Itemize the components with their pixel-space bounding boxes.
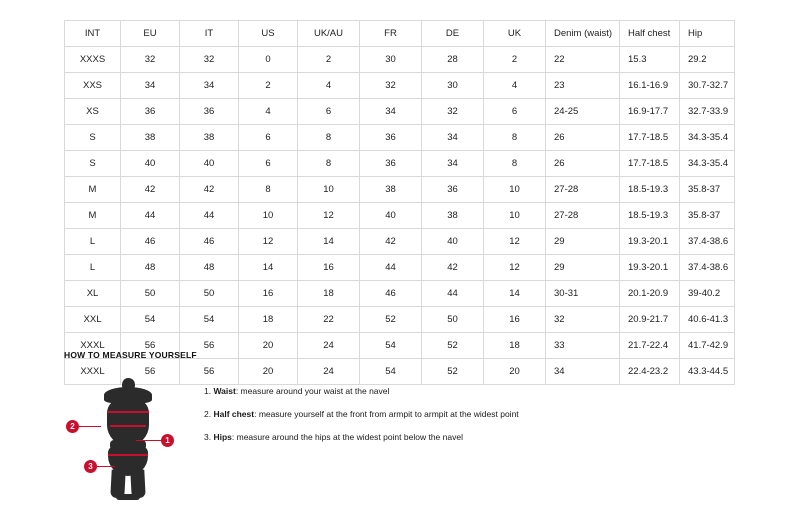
cell-it: 50: [180, 281, 239, 307]
cell-hip: 39-40.2: [680, 281, 735, 307]
cell-uk: 8: [484, 125, 546, 151]
cell-uk-au: 18: [298, 281, 360, 307]
measure-text: : measure yourself at the front from armpit to armpit at the widest point: [254, 409, 519, 420]
cell-eu: 44: [121, 203, 180, 229]
cell-de: 42: [422, 255, 484, 281]
table-row: [65, 307, 735, 333]
cell-half-chest: 20.1-20.9: [620, 281, 680, 307]
cell-uk-au: 6: [298, 99, 360, 125]
cell-fr: 42: [360, 229, 422, 255]
how-to-measure-title: HOW TO MEASURE YOURSELF: [64, 350, 197, 360]
cell-uk-au: 8: [298, 125, 360, 151]
cell-uk-au: 4: [298, 73, 360, 99]
cell-uk: 8: [484, 151, 546, 177]
table-row: [65, 151, 735, 177]
cell-denim-waist: 29: [546, 229, 620, 255]
cell-us: 6: [239, 151, 298, 177]
cell-half-chest: 18.5-19.3: [620, 203, 680, 229]
column-header-eu: EU: [121, 21, 180, 47]
cell-it: 32: [180, 47, 239, 73]
cell-denim-waist: 32: [546, 307, 620, 333]
measure-term: Waist: [213, 386, 236, 396]
cell-eu: 48: [121, 255, 180, 281]
cell-uk-au: 24: [298, 359, 360, 385]
cell-half-chest: 19.3-20.1: [620, 255, 680, 281]
cell-it: 56: [180, 333, 239, 359]
cell-half-chest: 18.5-19.3: [620, 177, 680, 203]
cell-denim-waist: 24-25: [546, 99, 620, 125]
cell-de: 32: [422, 99, 484, 125]
cell-hip: 29.2: [680, 47, 735, 73]
cell-denim-waist: 27-28: [546, 177, 620, 203]
measure-number: 2.: [204, 409, 212, 420]
cell-half-chest: 19.3-20.1: [620, 229, 680, 255]
cell-us: 10: [239, 203, 298, 229]
cell-fr: 46: [360, 281, 422, 307]
half-chest-leader-line: [79, 426, 101, 427]
cell-hip: 30.7-32.7: [680, 73, 735, 99]
table-row: [65, 99, 735, 125]
cell-half-chest: 16.1-16.9: [620, 73, 680, 99]
cell-fr: 44: [360, 255, 422, 281]
column-header-half-chest: Half chest: [620, 21, 680, 47]
cell-half-chest: 16.9-17.7: [620, 99, 680, 125]
cell-de: 52: [422, 333, 484, 359]
cell-denim-waist: 33: [546, 333, 620, 359]
size-chart-container: [64, 20, 734, 385]
cell-eu: 40: [121, 151, 180, 177]
cell-it: 54: [180, 307, 239, 333]
cell-int: XXXL: [65, 333, 121, 359]
cell-de: 34: [422, 151, 484, 177]
cell-int: M: [65, 203, 121, 229]
cell-de: 44: [422, 281, 484, 307]
cell-us: 20: [239, 333, 298, 359]
cell-us: 14: [239, 255, 298, 281]
cell-us: 4: [239, 99, 298, 125]
table-row: [65, 203, 735, 229]
cell-fr: 32: [360, 73, 422, 99]
table-row: [65, 177, 735, 203]
column-header-uk: UK: [484, 21, 546, 47]
waist-measure-line: [110, 425, 146, 427]
cell-uk-au: 14: [298, 229, 360, 255]
cell-int: XXXS: [65, 47, 121, 73]
cell-uk-au: 16: [298, 255, 360, 281]
table-row: [65, 125, 735, 151]
cell-fr: 54: [360, 333, 422, 359]
cell-uk-au: 22: [298, 307, 360, 333]
cell-fr: 36: [360, 151, 422, 177]
cell-eu: 36: [121, 99, 180, 125]
table-row: [65, 73, 735, 99]
cell-uk-au: 10: [298, 177, 360, 203]
cell-eu: 56: [121, 333, 180, 359]
cell-denim-waist: 34: [546, 359, 620, 385]
cell-de: 52: [422, 359, 484, 385]
cell-eu: 56: [121, 359, 180, 385]
cell-it: 36: [180, 99, 239, 125]
cell-uk: 12: [484, 229, 546, 255]
cell-de: 30: [422, 73, 484, 99]
cell-uk: 2: [484, 47, 546, 73]
cell-eu: 42: [121, 177, 180, 203]
cell-int: XL: [65, 281, 121, 307]
cell-int: S: [65, 151, 121, 177]
cell-us: 16: [239, 281, 298, 307]
column-header-uk-au: UK/AU: [298, 21, 360, 47]
cell-denim-waist: 23: [546, 73, 620, 99]
measure-text: : measure around the hips at the widest point below the navel: [231, 432, 463, 443]
cell-uk: 10: [484, 203, 546, 229]
how-to-measure-body: [64, 374, 744, 504]
cell-uk: 20: [484, 359, 546, 385]
cell-eu: 54: [121, 307, 180, 333]
cell-us: 18: [239, 307, 298, 333]
cell-it: 38: [180, 125, 239, 151]
cell-de: 28: [422, 47, 484, 73]
cell-eu: 50: [121, 281, 180, 307]
half-chest-measure-line: [107, 411, 149, 413]
cell-hip: 43.3-44.5: [680, 359, 735, 385]
cell-eu: 32: [121, 47, 180, 73]
cell-hip: 37.4-38.6: [680, 255, 735, 281]
cell-uk: 6: [484, 99, 546, 125]
cell-denim-waist: 27-28: [546, 203, 620, 229]
table-header-row: [65, 21, 735, 47]
cell-it: 48: [180, 255, 239, 281]
cell-half-chest: 21.7-22.4: [620, 333, 680, 359]
cell-fr: 52: [360, 307, 422, 333]
cell-hip: 34.3-35.4: [680, 125, 735, 151]
cell-us: 6: [239, 125, 298, 151]
cell-int: XS: [65, 99, 121, 125]
measure-number: 3.: [204, 432, 212, 443]
mannequin-figure: [64, 374, 194, 504]
cell-uk-au: 2: [298, 47, 360, 73]
list-item: [204, 409, 519, 419]
cell-eu: 46: [121, 229, 180, 255]
cell-int: S: [65, 125, 121, 151]
cell-uk: 14: [484, 281, 546, 307]
cell-de: 40: [422, 229, 484, 255]
cell-uk-au: 24: [298, 333, 360, 359]
cell-hip: 35.8-37: [680, 203, 735, 229]
cell-us: 2: [239, 73, 298, 99]
cell-denim-waist: 30-31: [546, 281, 620, 307]
table-row: [65, 229, 735, 255]
cell-denim-waist: 26: [546, 125, 620, 151]
column-header-de: DE: [422, 21, 484, 47]
mannequin-torso: [107, 398, 149, 446]
list-item: [204, 432, 519, 442]
table-body: [65, 47, 735, 385]
cell-int: M: [65, 177, 121, 203]
column-header-int: INT: [65, 21, 121, 47]
cell-it: 42: [180, 177, 239, 203]
mannequin-icon: [98, 378, 158, 500]
cell-it: 44: [180, 203, 239, 229]
cell-it: 46: [180, 229, 239, 255]
size-chart-table: [64, 20, 735, 385]
cell-half-chest: 22.4-23.2: [620, 359, 680, 385]
figure-marker-2: 2: [66, 420, 79, 433]
column-header-us: US: [239, 21, 298, 47]
mannequin-stand: [116, 494, 140, 500]
cell-half-chest: 17.7-18.5: [620, 151, 680, 177]
cell-fr: 40: [360, 203, 422, 229]
table-row: [65, 281, 735, 307]
cell-de: 36: [422, 177, 484, 203]
cell-hip: 35.8-37: [680, 177, 735, 203]
cell-hip: 37.4-38.6: [680, 229, 735, 255]
column-header-fr: FR: [360, 21, 422, 47]
cell-eu: 34: [121, 73, 180, 99]
cell-int: L: [65, 255, 121, 281]
cell-hip: 34.3-35.4: [680, 151, 735, 177]
measure-term: Hips: [213, 432, 232, 443]
cell-uk: 18: [484, 333, 546, 359]
cell-us: 12: [239, 229, 298, 255]
cell-int: L: [65, 229, 121, 255]
cell-uk-au: 8: [298, 151, 360, 177]
cell-half-chest: 17.7-18.5: [620, 125, 680, 151]
cell-hip: 41.7-42.9: [680, 333, 735, 359]
cell-it: 34: [180, 73, 239, 99]
cell-int: XXL: [65, 307, 121, 333]
table-row: [65, 255, 735, 281]
cell-us: 20: [239, 359, 298, 385]
measure-instructions-list: [204, 374, 519, 456]
measure-number: 1.: [204, 386, 212, 396]
table-row: [65, 47, 735, 73]
cell-fr: 36: [360, 125, 422, 151]
cell-eu: 38: [121, 125, 180, 151]
cell-half-chest: 20.9-21.7: [620, 307, 680, 333]
cell-us: 8: [239, 177, 298, 203]
cell-denim-waist: 26: [546, 151, 620, 177]
cell-hip: 32.7-33.9: [680, 99, 735, 125]
cell-uk: 4: [484, 73, 546, 99]
cell-de: 38: [422, 203, 484, 229]
cell-fr: 30: [360, 47, 422, 73]
list-item: [204, 386, 519, 396]
cell-fr: 34: [360, 99, 422, 125]
cell-denim-waist: 22: [546, 47, 620, 73]
cell-it: 40: [180, 151, 239, 177]
figure-marker-3: 3: [84, 460, 97, 473]
cell-uk: 16: [484, 307, 546, 333]
cell-us: 0: [239, 47, 298, 73]
cell-half-chest: 15.3: [620, 47, 680, 73]
cell-int: XXS: [65, 73, 121, 99]
cell-de: 34: [422, 125, 484, 151]
column-header-it: IT: [180, 21, 239, 47]
cell-fr: 38: [360, 177, 422, 203]
cell-int: XXXL: [65, 359, 121, 385]
hips-leader-line: [97, 466, 115, 467]
how-to-measure-section: [64, 350, 744, 504]
figure-marker-1: 1: [161, 434, 174, 447]
hips-measure-line: [108, 454, 148, 456]
column-header-denim-waist: Denim (waist): [546, 21, 620, 47]
cell-uk: 10: [484, 177, 546, 203]
column-header-hip: Hip: [680, 21, 735, 47]
measure-term: Half chest: [213, 409, 255, 420]
cell-uk: 12: [484, 255, 546, 281]
cell-uk-au: 12: [298, 203, 360, 229]
waist-leader-line: [136, 440, 163, 441]
cell-denim-waist: 29: [546, 255, 620, 281]
cell-hip: 40.6-41.3: [680, 307, 735, 333]
table-header: [65, 21, 735, 47]
measure-text: : measure around your waist at the navel: [235, 386, 390, 396]
cell-it: 56: [180, 359, 239, 385]
cell-de: 50: [422, 307, 484, 333]
cell-fr: 54: [360, 359, 422, 385]
